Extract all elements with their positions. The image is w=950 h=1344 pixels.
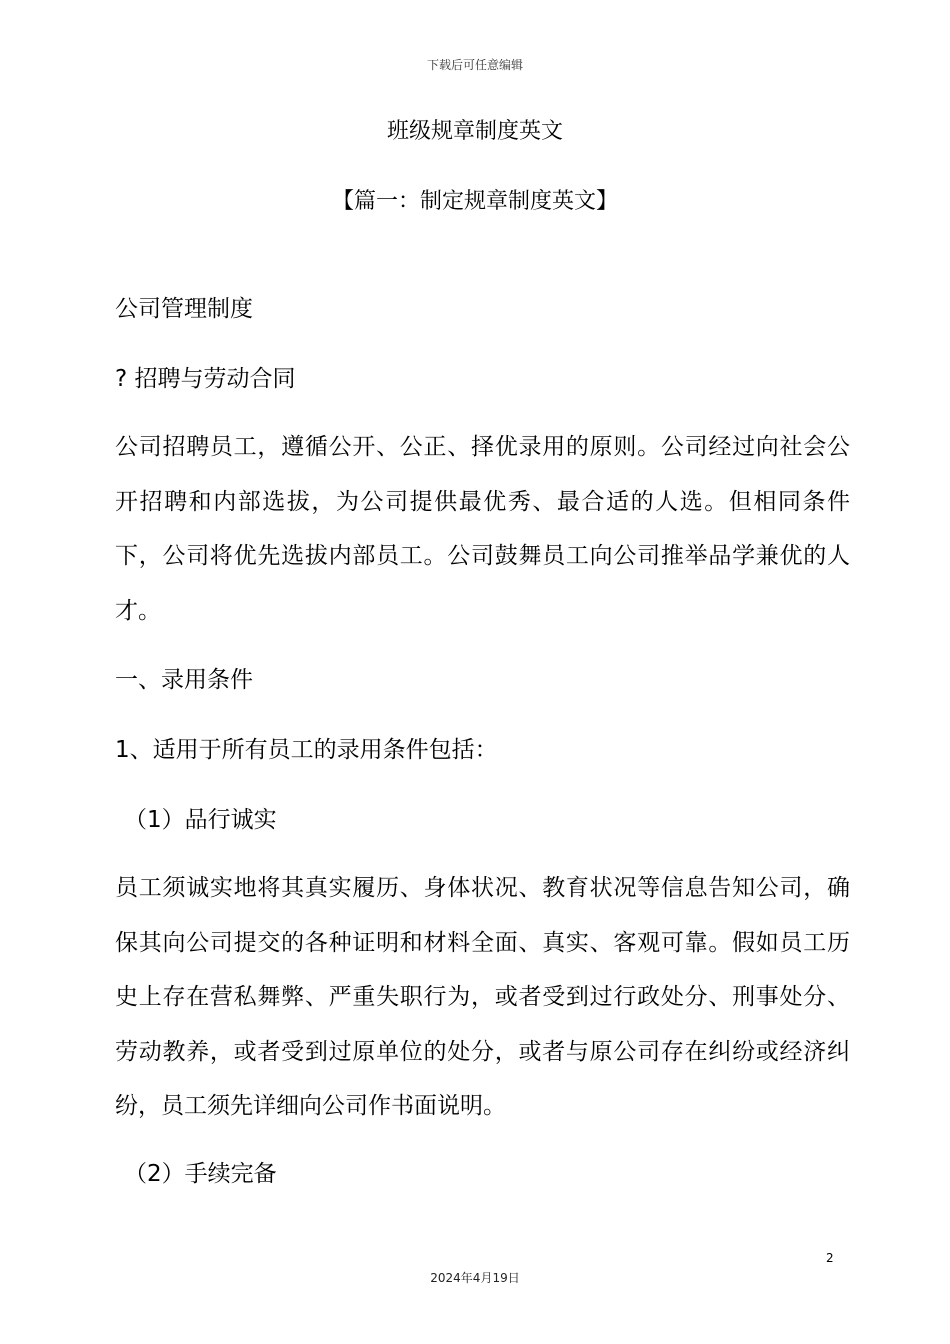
list-item: 1、适用于所有员工的录用条件包括：	[115, 737, 498, 763]
subheading: ? 招聘与劳动合同	[115, 366, 296, 392]
section-heading: 公司管理制度	[115, 296, 253, 322]
paragraph-honesty: 员工须诚实地将其真实履历、身体状况、教育状况等信息告知公司，确保其向公司提交的各种证明和材料全面、真实、客观可靠。假如员工历史上存在营私舞弊、严重失职行为，或者受到过行政处分、刑事处分、劳动教养，或者受到过原单位的处分，或者与原公司存在纠纷或经济纠纷，员工须先详细向公司作书面说明。	[115, 875, 850, 1119]
document-subtitle: 【篇一：制定规章制度英文】	[331, 189, 618, 214]
document-title: 班级规章制度英文	[386, 119, 563, 144]
paragraph-recruitment: 公司招聘员工，遵循公开、公正、择优录用的原则。公司经过向社会公开招聘和内部选拔，为公司提供最优秀、最合适的人选。但相同条件下，公司将优先选拔内部员工。公司鼓舞员工向公司推举品学兼优的人才。	[115, 434, 850, 624]
item-heading: 一、录用条件	[115, 667, 253, 693]
page-number: 2	[826, 1251, 834, 1265]
sub-list-item: （1）品行诚实	[124, 807, 277, 833]
header-note: 下载后可任意编辑	[426, 58, 523, 72]
sub-list-item: （2）手续完备	[124, 1161, 277, 1187]
footer-date: 2024年4月19日	[430, 1271, 520, 1285]
